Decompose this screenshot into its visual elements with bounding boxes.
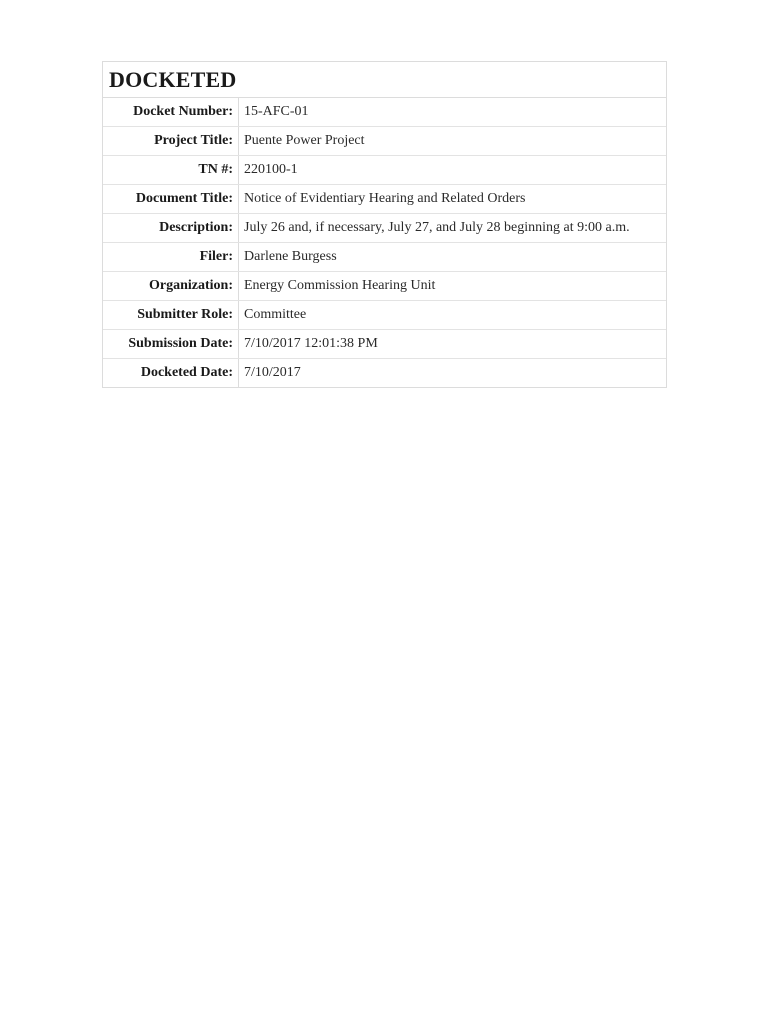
docket-header (103, 62, 666, 98)
document-title-label: Document Title: (103, 185, 239, 214)
docket-number-label: Docket Number: (103, 98, 239, 127)
tn-number-value: 220100-1 (239, 156, 667, 185)
submitter-role-label: Submitter Role: (103, 301, 239, 330)
tn-number-row (103, 156, 666, 185)
tn-number-label: TN #: (103, 156, 239, 185)
document-title-value: Notice of Evidentiary Hearing and Related Orders (239, 185, 667, 214)
submission-date-label: Submission Date: (103, 330, 239, 359)
filer-label: Filer: (103, 243, 239, 272)
submitter-role-value: Committee (239, 301, 667, 330)
description-label: Description: (103, 214, 239, 243)
docketed-date-label: Docketed Date: (103, 359, 239, 388)
submission-date-row (103, 330, 666, 359)
filer-value: Darlene Burgess (239, 243, 667, 272)
organization-label: Organization: (103, 272, 239, 301)
organization-row (103, 272, 666, 301)
filer-row (103, 243, 666, 272)
project-title-row (103, 127, 666, 156)
docketed-date-value: 7/10/2017 (244, 365, 301, 380)
docket-info-table (103, 98, 666, 387)
docket-cover-box (102, 61, 667, 388)
docket-number-value: 15-AFC-01 (239, 98, 667, 127)
docketed-date-row (103, 359, 666, 388)
document-title-row (103, 185, 666, 214)
project-title-label: Project Title: (103, 127, 239, 156)
submission-date-value: 7/10/2017 12:01:38 PM (239, 330, 667, 359)
description-value: July 26 and, if necessary, July 27, and July 28 beginning at 9:00 a.m. (239, 214, 667, 243)
organization-value: Energy Commission Hearing Unit (239, 272, 667, 301)
docket-number-row (103, 98, 666, 127)
description-row (103, 214, 666, 243)
project-title-value: Puente Power Project (239, 127, 667, 156)
submitter-role-row (103, 301, 666, 330)
docketed-title: DOCKETED (109, 66, 237, 92)
